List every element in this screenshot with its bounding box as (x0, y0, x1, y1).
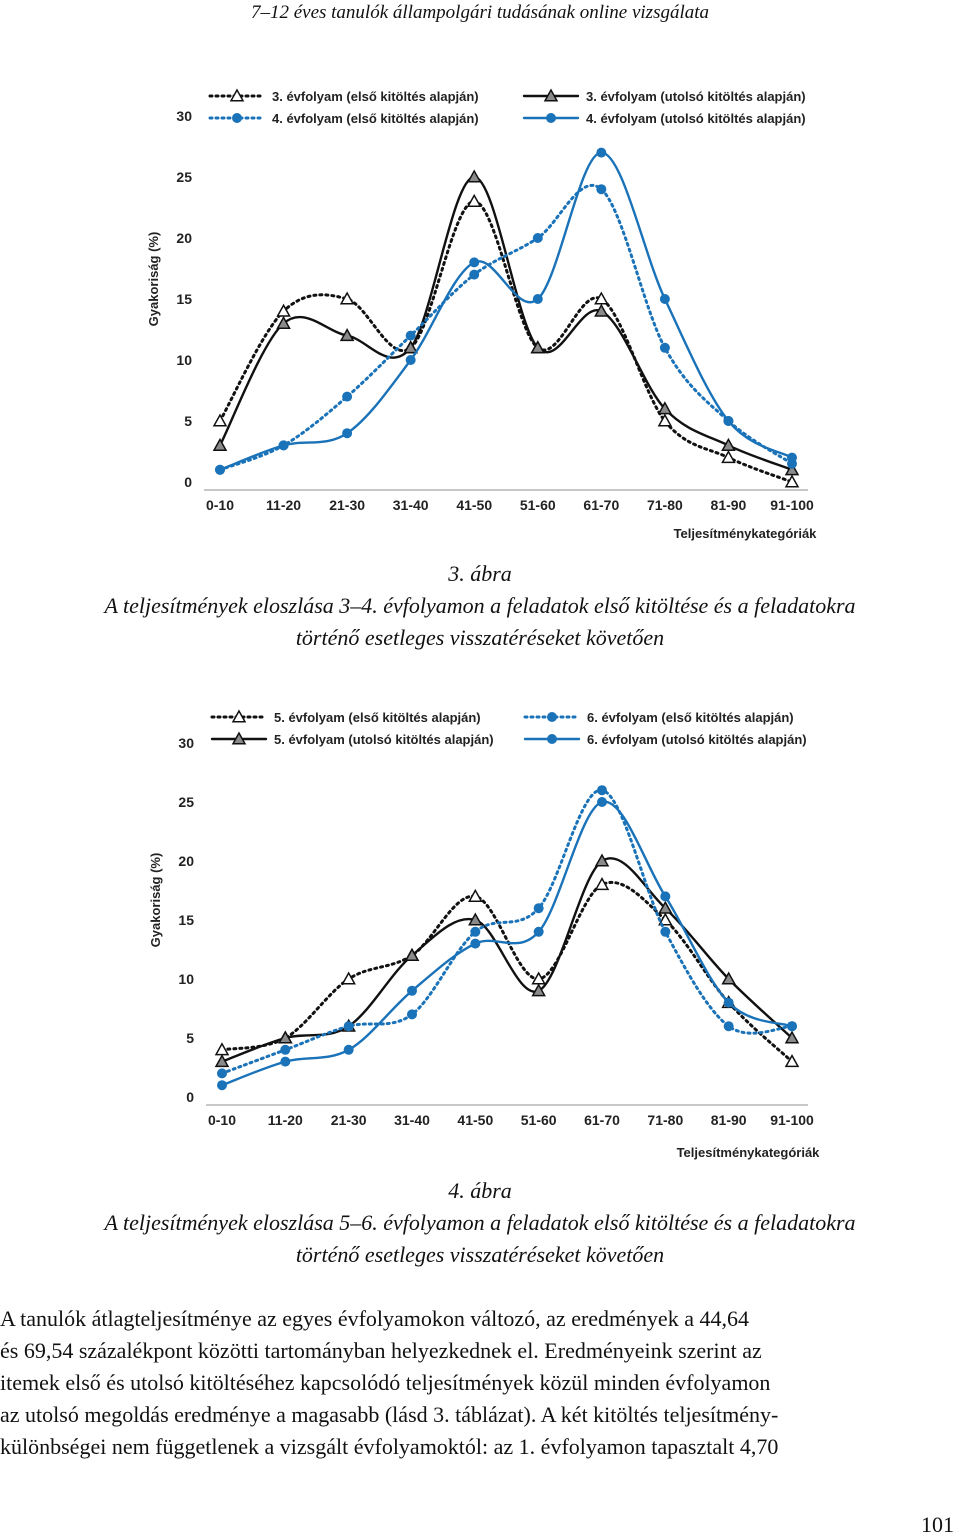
data-point (469, 890, 481, 901)
y-axis-label: Gyakoriság (%) (146, 231, 161, 327)
x-axis-label: Teljesítménykategóriák (676, 1145, 820, 1160)
x-tick-label: 61-70 (583, 497, 620, 513)
y-tick-label: 10 (176, 352, 192, 368)
data-point (533, 294, 543, 304)
series-line (220, 153, 792, 470)
caption-line: A teljesítmények eloszlása 3–4. évfolyamon a feladatok első kitöltése és a feladatokra (104, 593, 856, 618)
data-point (407, 986, 417, 996)
data-point (280, 1045, 290, 1055)
data-point (214, 439, 226, 450)
data-point (547, 712, 557, 722)
data-point (722, 452, 734, 463)
legend-label: 6. évfolyam (utolsó kitöltés alapján) (587, 732, 807, 747)
x-tick-label: 21-30 (330, 1112, 367, 1128)
series-line (220, 185, 792, 469)
y-tick-label: 10 (178, 971, 194, 987)
x-axis-label: Teljesítménykategóriák (673, 526, 817, 541)
data-point (342, 428, 352, 438)
data-point (469, 257, 479, 267)
x-tick-label: 71-80 (646, 497, 683, 513)
x-tick-label: 21-30 (329, 497, 366, 513)
x-tick-label: 0-10 (207, 1112, 237, 1128)
y-tick-label: 30 (176, 108, 192, 124)
x-tick-label: 11-20 (266, 497, 302, 513)
legend-entry (525, 732, 807, 747)
data-point (470, 939, 480, 949)
data-point (343, 973, 355, 984)
figure-3-svg (0, 78, 960, 556)
page-number: 101 (921, 1512, 954, 1537)
data-point (468, 195, 480, 206)
x-tick-label: 31-40 (392, 497, 429, 513)
data-point (659, 415, 671, 426)
data-point (724, 1021, 734, 1031)
series-4 (215, 148, 797, 475)
x-tick-label: 81-90 (710, 1112, 747, 1128)
y-tick-label: 0 (186, 1089, 194, 1105)
legend-label: 3. évfolyam (első kitöltés alapján) (272, 89, 479, 104)
y-tick-label: 0 (184, 474, 192, 490)
data-point (722, 439, 734, 450)
data-point (786, 476, 798, 487)
data-point (279, 440, 289, 450)
figure-4-chart (0, 700, 960, 1170)
data-point (596, 184, 606, 194)
data-point (660, 927, 670, 937)
data-point (787, 1021, 797, 1031)
x-tick-label: 61-70 (584, 1112, 620, 1128)
legend-entry (212, 732, 494, 747)
x-tick-label: 81-90 (710, 497, 747, 513)
x-tick-label: 91-100 (770, 1112, 814, 1128)
caption-number: 3. ábra (448, 561, 512, 586)
series-2 (214, 171, 798, 475)
data-point (280, 1057, 290, 1067)
figure-3-chart (0, 78, 960, 556)
data-point (787, 453, 797, 463)
data-point (217, 1068, 227, 1078)
figure-3-caption (0, 558, 960, 654)
series-3 (215, 184, 797, 475)
series-1 (216, 879, 798, 1067)
series-2 (216, 855, 798, 1066)
x-tick-label: 11-20 (267, 1112, 303, 1128)
body-paragraph (0, 1303, 960, 1463)
data-point (534, 903, 544, 913)
data-point (216, 1044, 228, 1055)
legend-entry (212, 710, 481, 725)
x-tick-label: 91-100 (770, 497, 814, 513)
data-point (724, 998, 734, 1008)
data-point (406, 355, 416, 365)
y-tick-label: 5 (184, 413, 192, 429)
legend-label: 6. évfolyam (első kitöltés alapján) (587, 710, 794, 725)
x-tick-label: 41-50 (457, 1112, 494, 1128)
x-tick-label: 31-40 (394, 1112, 430, 1128)
data-point (217, 1080, 227, 1090)
paragraph-line: és 69,54 százalékpont közötti tartományban helyezkednek el. Eredményeink szerint az (0, 1338, 762, 1363)
data-point (660, 891, 670, 901)
data-point (232, 113, 242, 123)
paragraph-line: A tanulók átlagteljesítménye az egyes évfolyamokon változó, az eredmények a 44,64 (0, 1306, 749, 1331)
running-head: 7–12 éves tanulók állampolgári tudásának online vizsgálata (250, 2, 710, 23)
data-point (470, 927, 480, 937)
y-tick-label: 15 (178, 912, 194, 928)
series-line (222, 858, 792, 1061)
legend-entry (525, 710, 794, 725)
y-tick-label: 5 (186, 1030, 194, 1046)
y-tick-label: 15 (176, 291, 192, 307)
data-point (660, 294, 670, 304)
data-point (342, 392, 352, 402)
x-tick-label: 51-60 (519, 497, 556, 513)
series-line (220, 177, 792, 470)
y-tick-label: 25 (178, 794, 194, 810)
y-tick-label: 20 (176, 230, 192, 246)
y-axis-label: Gyakoriság (%) (148, 852, 163, 948)
data-point (660, 343, 670, 353)
data-point (214, 415, 226, 426)
series-line (222, 790, 792, 1073)
legend-label: 4. évfolyam (első kitöltés alapján) (272, 111, 479, 126)
x-tick-label: 71-80 (647, 1112, 684, 1128)
data-point (469, 270, 479, 280)
legend-entry (210, 89, 479, 104)
x-tick-label: 0-10 (205, 497, 235, 513)
figure-4-svg (0, 700, 960, 1170)
x-tick-label: 41-50 (456, 497, 493, 513)
data-point (344, 1021, 354, 1031)
data-point (344, 1045, 354, 1055)
data-point (547, 734, 557, 744)
legend-label: 3. évfolyam (utolsó kitöltés alapján) (586, 89, 806, 104)
data-point (723, 416, 733, 426)
caption-line: történő esetleges visszatéréseket követően (295, 1242, 665, 1267)
series-line (220, 201, 792, 482)
legend-label: 4. évfolyam (utolsó kitöltés alapján) (586, 111, 806, 126)
paragraph-line: különbségei nem függetlenek a vizsgált évfolyamoktól: az 1. évfolyamon tapasztalt 4,70 (0, 1434, 779, 1459)
legend-entry (524, 89, 806, 104)
caption-line: történő esetleges visszatéréseket követően (295, 625, 665, 650)
y-tick-label: 25 (176, 169, 192, 185)
legend-entry (524, 111, 806, 126)
paragraph-line: itemek első és utolsó kitöltéséhez kapcsolódó teljesítmények közül minden évfolyamon (0, 1370, 771, 1395)
legend-entry (210, 111, 479, 126)
y-tick-label: 20 (178, 853, 194, 869)
data-point (597, 797, 607, 807)
legend-label: 5. évfolyam (első kitöltés alapján) (274, 710, 481, 725)
data-point (407, 1009, 417, 1019)
data-point (596, 855, 608, 866)
data-point (406, 331, 416, 341)
data-point (596, 148, 606, 158)
y-tick-label: 30 (178, 735, 194, 751)
data-point (215, 465, 225, 475)
data-point (468, 171, 480, 182)
data-point (534, 927, 544, 937)
x-tick-label: 51-60 (520, 1112, 557, 1128)
paragraph-line: az utolsó megoldás eredménye a magasabb (lásd 3. táblázat). A két kitöltés teljesítmény- (0, 1402, 779, 1427)
data-point (546, 113, 556, 123)
caption-number: 4. ábra (448, 1178, 512, 1203)
figure-4-caption (0, 1175, 960, 1271)
series-4 (217, 797, 797, 1090)
caption-line: A teljesítmények eloszlása 5–6. évfolyamon a feladatok első kitöltése és a feladatokra (104, 1210, 856, 1235)
data-point (597, 785, 607, 795)
legend-label: 5. évfolyam (utolsó kitöltés alapján) (274, 732, 494, 747)
data-point (533, 233, 543, 243)
